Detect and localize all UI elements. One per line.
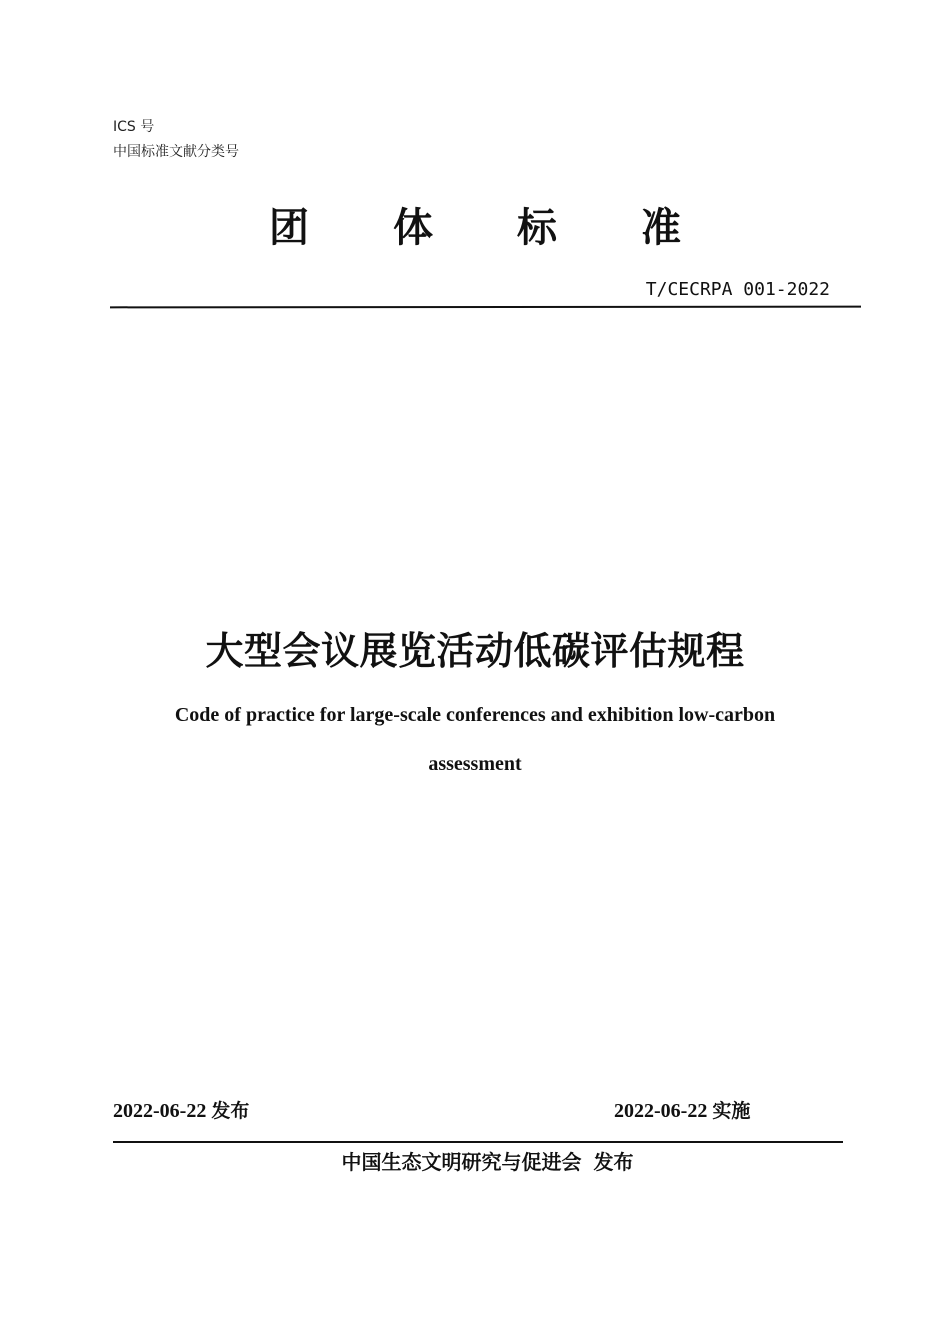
clc-number: 中国标准文献分类号 (113, 144, 239, 160)
standard-type-char: 体 (393, 205, 433, 251)
title-english-line1: Code of practice for large-scale conferences and exhibition low-carbon (174, 704, 776, 726)
standard-type-char: 准 (641, 205, 681, 251)
standard-type-char: 标 (517, 205, 557, 251)
ics-number: ICS 号 (113, 119, 155, 135)
issue-date-block (113, 1098, 249, 1124)
footer-divider (113, 1141, 843, 1143)
implement-date: 2022-06-22 (614, 1100, 708, 1122)
standard-number: T/CECRPA 001-2022 (645, 279, 830, 300)
publisher-name: 中国生态文明研究与促进会 (341, 1150, 582, 1174)
issue-date: 2022-06-22 (113, 1100, 207, 1122)
title-chinese: 大型会议展览活动低碳评估规程 (205, 629, 745, 673)
publisher-label: 发布 (593, 1150, 634, 1174)
implement-label: 实施 (712, 1100, 751, 1122)
issue-label: 发布 (211, 1100, 250, 1122)
standard-type-heading (0, 200, 950, 256)
title-english-line2: assessment (428, 753, 522, 775)
publisher-line (0, 1148, 950, 1176)
header-divider (110, 306, 861, 309)
implement-date-block (614, 1098, 750, 1124)
standard-type-char: 团 (269, 205, 309, 251)
